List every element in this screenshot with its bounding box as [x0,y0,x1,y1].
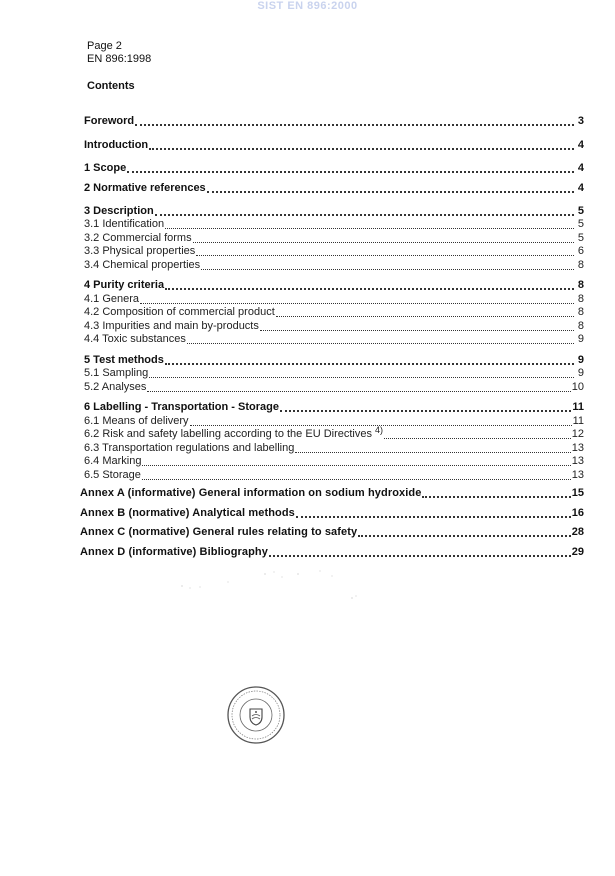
toc-entry-page: 8 [577,319,584,332]
toc-leader-dots [165,228,574,229]
toc-leader-dots [280,410,571,412]
toc-entry-label: Annex D (informative) Bibliography [80,545,268,558]
toc-entry-label: Annex A (informative) General information on sodium hydroxide [80,487,422,499]
toc-leader-dots [260,330,574,331]
toc-entry-page: 12 [571,428,584,440]
watermark: SIST EN 896:2000 [257,0,358,12]
seal-stamp-icon [226,685,286,745]
toc-entry-page: 4 [577,161,584,174]
toc-leader-dots [135,124,574,126]
toc-entry-label: 4.1 Genera [84,292,140,305]
toc-entry[interactable] [84,401,584,415]
toc-entry[interactable] [84,245,584,259]
toc-leader-dots [193,242,574,243]
table-of-contents [80,114,584,559]
toc-entry[interactable] [84,414,584,428]
toc-entry-label: 6.2 Risk and safety labelling according to the EU Directives [84,428,372,440]
toc-entry[interactable] [84,425,584,442]
toc-entry-page: 8 [577,258,584,271]
toc-entry[interactable] [84,306,584,320]
toc-entry[interactable] [84,114,584,128]
toc-leader-dots [147,391,570,392]
toc-entry-page: 4 [577,182,584,194]
toc-entry-label: 2 Normative references [84,182,206,194]
toc-entry[interactable] [84,182,584,196]
toc-entry-page: 13 [571,468,584,481]
toc-entry-footnote: 4) [374,425,383,435]
toc-entry-page: 4 [577,139,584,151]
toc-leader-dots [276,316,574,317]
toc-entry-label: 3.3 Physical properties [84,245,196,257]
toc-entry[interactable] [84,231,584,245]
toc-spacer [84,195,584,204]
toc-spacer [84,272,584,279]
toc-entry-label: 1 Scope [84,161,127,174]
toc-entry[interactable] [84,204,584,218]
toc-leader-dots [295,452,570,453]
toc-entry-page: 5 [577,231,584,244]
toc-spacer [84,346,584,353]
toc-entry-label: Foreword [84,114,135,127]
toc-leader-dots [358,535,571,537]
toc-entry-page: 16 [571,506,584,519]
toc-leader-dots [127,171,574,173]
toc-entry[interactable] [84,333,584,347]
toc-entry-page: 8 [577,306,584,318]
toc-entry[interactable] [84,441,584,455]
toc-entry-page: 3 [577,114,584,127]
toc-entry-label: 6.1 Means of delivery [84,414,189,427]
toc-leader-dots [155,214,574,216]
toc-entry-page: 11 [572,401,584,413]
toc-leader-dots [165,363,574,365]
toc-entry-label: 3.4 Chemical properties [84,258,201,271]
toc-entry-page: 11 [572,414,584,427]
toc-entry-page: 15 [571,487,584,499]
toc-leader-dots [149,148,574,150]
toc-entry[interactable] [84,353,584,367]
toc-leader-dots [422,496,570,498]
toc-entry-label: 3 Description [84,204,154,217]
toc-leader-dots [207,191,574,193]
toc-entry-label: 4 Purity criteria [84,279,165,291]
toc-leader-dots [142,465,570,466]
toc-spacer [84,394,584,401]
toc-entry-page: 5 [577,218,584,230]
toc-leader-dots [269,555,571,557]
toc-entry[interactable] [84,139,584,153]
contents-title: Contents [87,80,135,92]
toc-entry[interactable] [84,367,584,381]
page-header [87,40,151,66]
toc-entry[interactable] [80,545,584,559]
toc-entry-page: 29 [571,545,584,558]
toc-entry[interactable] [84,468,584,482]
toc-entry[interactable] [84,279,584,293]
toc-entry-label: 4.2 Composition of commercial product [84,306,275,318]
toc-entry-label: 4.4 Toxic substances [84,333,186,345]
toc-entry-label: 3.1 Identification [84,218,165,230]
toc-entry-page: 6 [577,245,584,257]
toc-entry-label: 5.2 Analyses [84,380,147,393]
toc-entry[interactable] [84,161,584,175]
toc-spacer [84,128,584,139]
toc-leader-dots [165,288,574,290]
toc-leader-dots [201,269,574,270]
toc-entry-label: Annex C (normative) General rules relating to safety [80,526,358,538]
toc-entry[interactable] [80,506,584,520]
toc-entry[interactable] [84,292,584,306]
toc-leader-dots [149,377,574,378]
toc-spacer [84,175,584,182]
toc-entry-page: 9 [577,333,584,345]
toc-leader-dots [140,303,574,304]
toc-entry-label: 6 Labelling - Transportation - Storage [84,401,279,413]
toc-entry-page: 13 [571,441,584,454]
toc-leader-dots [296,516,571,518]
toc-entry-page: 28 [571,526,584,538]
standard-code: EN 896:1998 [87,53,152,65]
toc-entry-label: 5 Test methods [84,353,164,366]
toc-entry[interactable] [84,380,584,394]
toc-entry-label: 6.4 Marking [84,455,142,467]
toc-entry-label: 4.3 Impurities and main by-products [84,319,259,332]
toc-entry[interactable] [84,455,584,469]
toc-leader-dots [142,479,571,480]
toc-leader-dots [187,343,574,344]
toc-entry-page: 9 [577,367,584,379]
toc-entry-label: 6.3 Transportation regulations and labelling [84,441,295,454]
toc-entry[interactable] [84,258,584,272]
toc-entry-label: 5.1 Sampling [84,367,149,379]
toc-spacer [84,152,584,161]
toc-entry-label: Introduction [84,139,149,151]
toc-entry-label: Annex B (normative) Analytical methods [80,506,295,519]
toc-entry[interactable] [84,218,584,232]
toc-entry[interactable] [80,487,584,501]
toc-entry-page: 8 [577,279,584,291]
toc-entry-label: 3.2 Commercial forms [84,231,192,244]
toc-entry-page: 9 [577,353,584,366]
page-number: Page 2 [87,40,122,52]
toc-leader-dots [196,255,574,256]
toc-entry-page: 8 [577,292,584,305]
toc-entry-page: 5 [577,204,584,217]
toc-entry[interactable] [80,526,584,540]
toc-leader-dots [384,438,571,439]
toc-entry-page: 13 [571,455,584,467]
toc-entry-page: 10 [571,380,584,393]
scan-specks [170,568,370,608]
toc-entry-label: 6.5 Storage [84,468,141,481]
toc-entry[interactable] [84,319,584,333]
